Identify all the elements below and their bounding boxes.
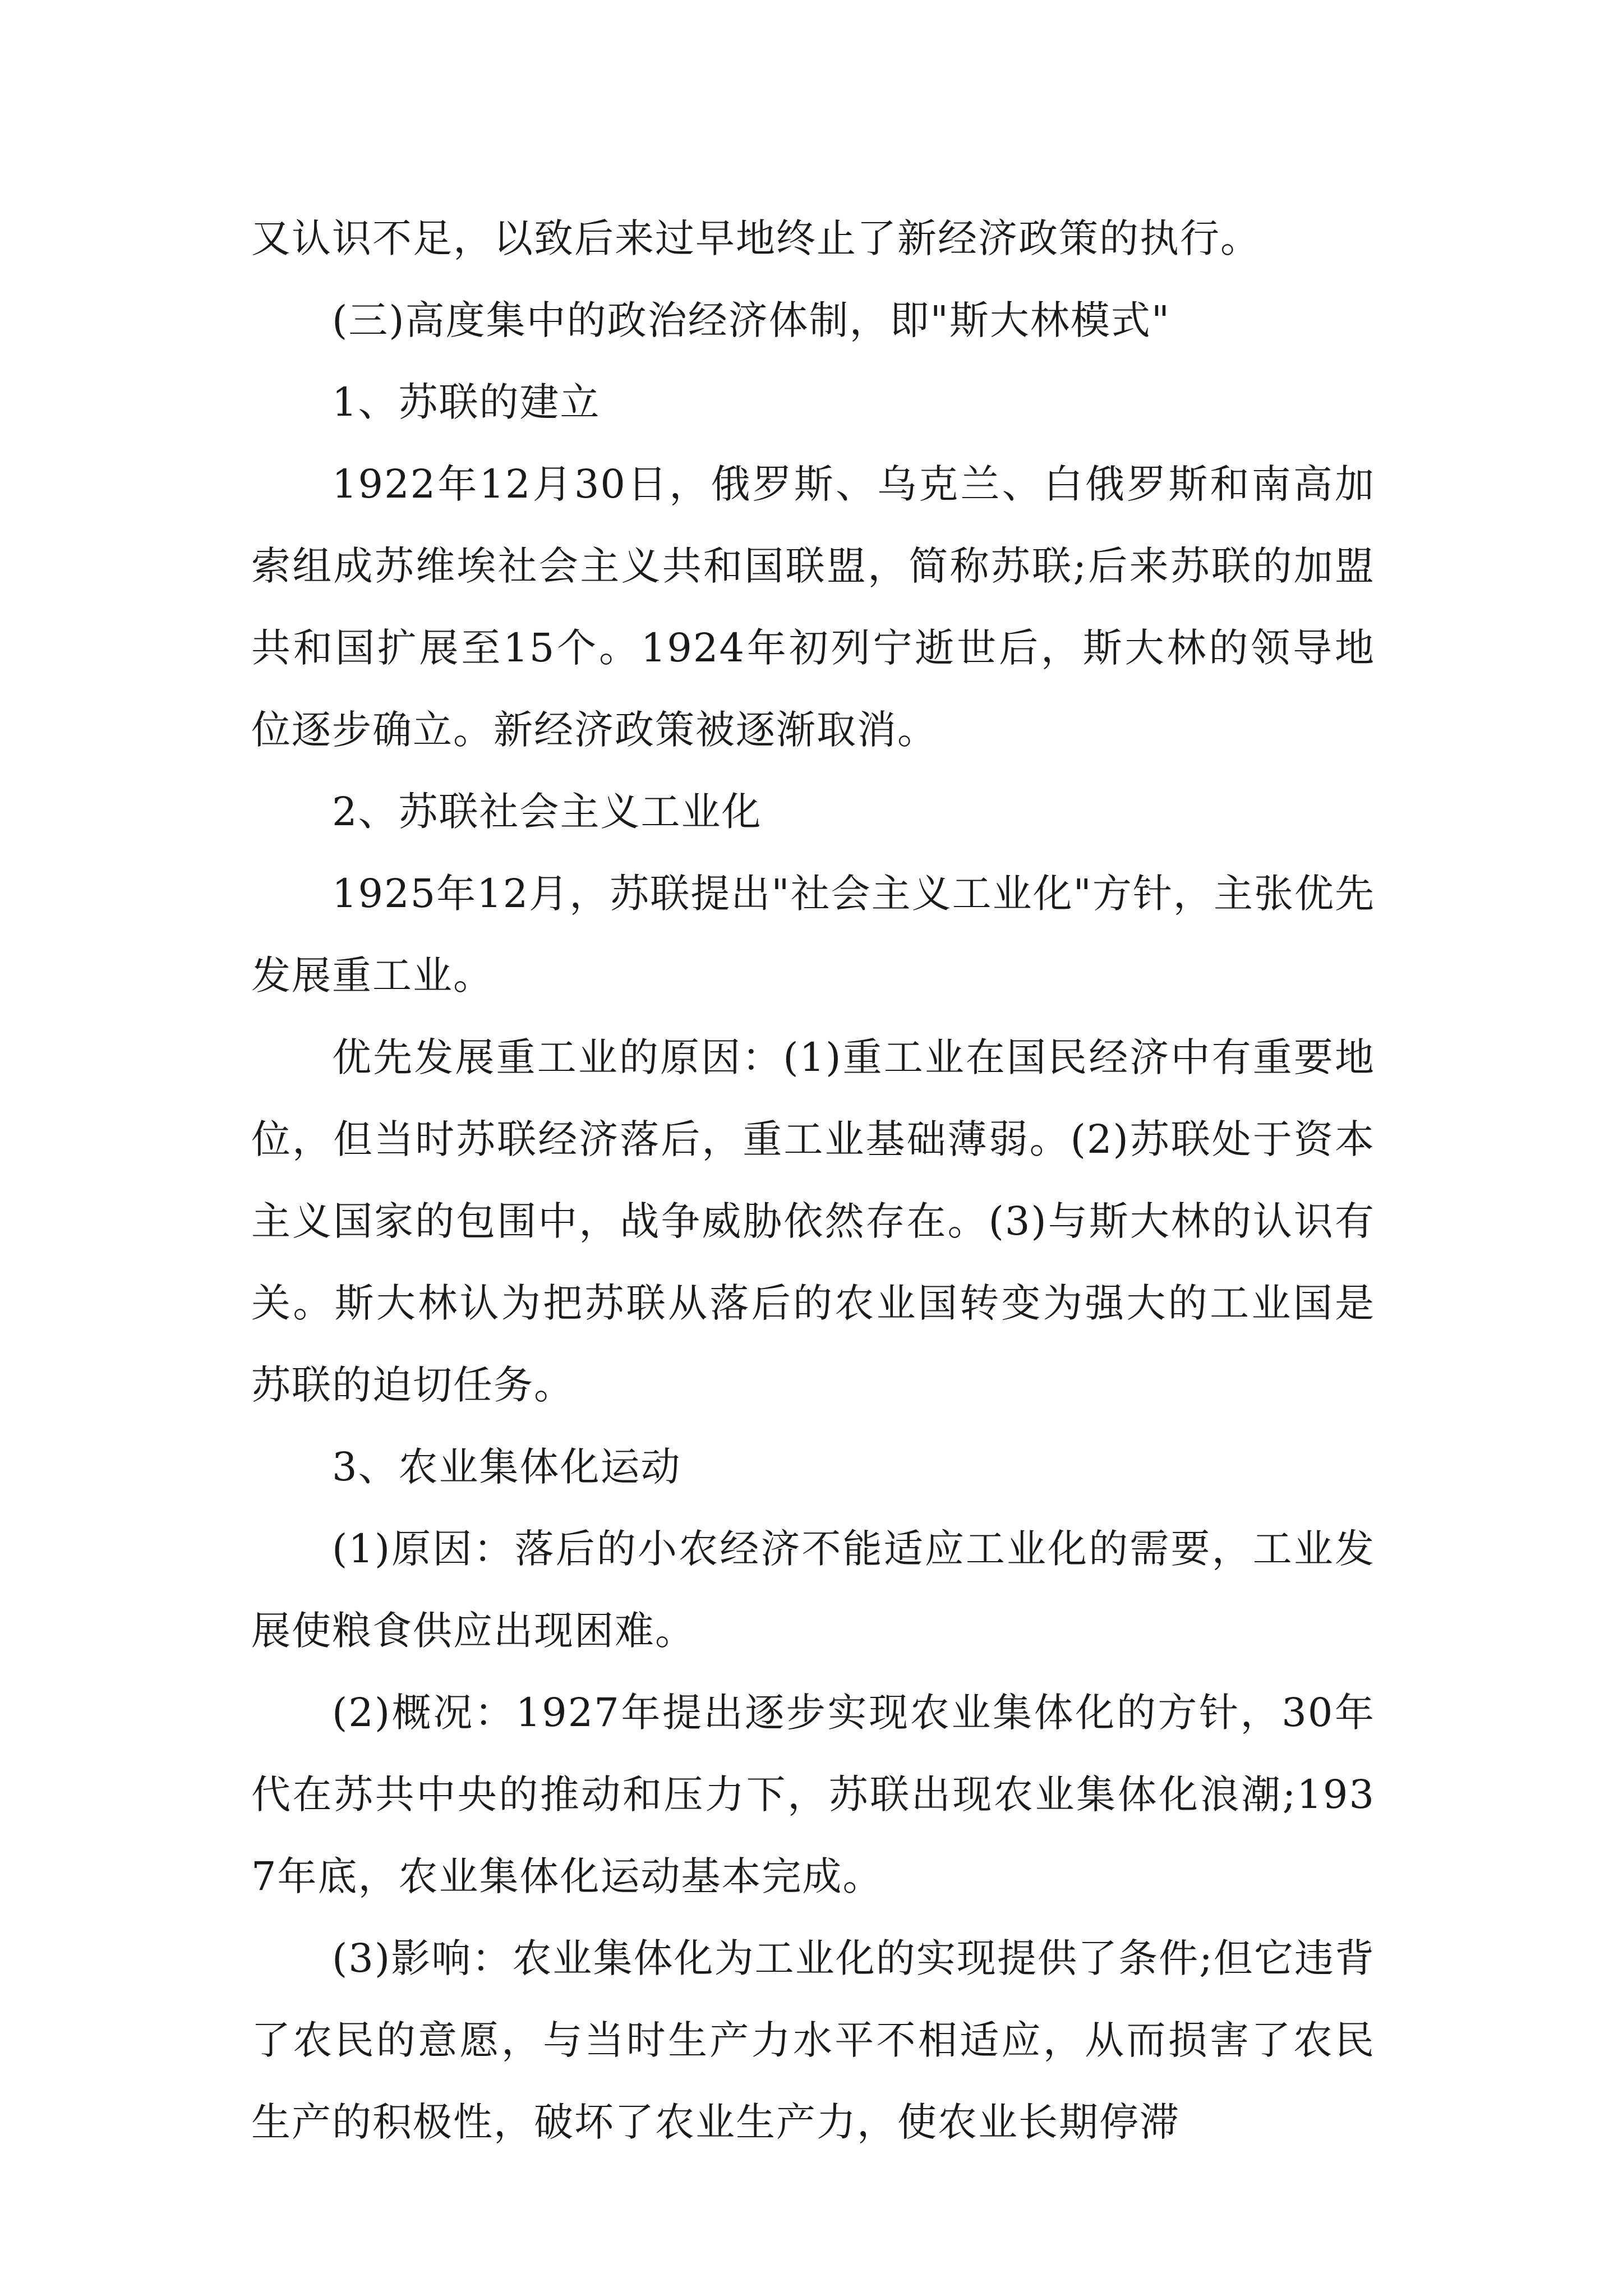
subsection-heading: 3、农业集体化运动 [332,1444,681,1490]
section-heading: (三)高度集中的政治经济体制，即"斯大林模式" [332,297,1171,343]
paragraph: (1)原因：落后的小农经济不能适应工业化的需要，工业发展使粮食供应出现困难。 [251,1526,1375,1654]
paragraph: 1922年12月30日，俄罗斯、乌克兰、白俄罗斯和南高加索组成苏维埃社会主义共和国联盟，简称苏联;后来苏联的加盟共和国扩展至15个。1924年初列宁逝世后，斯大林的领导地位逐步确立。新经济政策被逐渐取消。 [251,461,1375,753]
paragraph: 优先发展重工业的原因：(1)重工业在国民经济中有重要地位，但当时苏联经济落后，重工业基础薄弱。(2)苏联处于资本主义国家的包围中，战争威胁依然存在。(3)与斯大林的认识有关。斯大林认为把苏联从落后的农业国转变为强大的工业国是苏联的迫切任务。 [251,1034,1375,1408]
paragraph: (3)影响：农业集体化为工业化的实现提供了条件;但它违背了农民的意愿，与当时生产力水平不相适应，从而损害了农民生产的积极性，破坏了农业生产力，使农业长期停滞 [251,1935,1375,2145]
subsection-heading: 2、苏联社会主义工业化 [332,789,762,835]
subsection-heading: 1、苏联的建立 [332,379,601,425]
paragraph: 又认识不足，以致后来过早地终止了新经济政策的执行。 [251,215,1261,261]
document-body [251,197,1375,2163]
paragraph: 1925年12月，苏联提出"社会主义工业化"方针，主张优先发展重工业。 [251,871,1375,999]
paragraph: (2)概况：1927年提出逐步实现农业集体化的方针，30年代在苏共中央的推动和压力下，苏联出现农业集体化浪潮;1937年底，农业集体化运动基本完成。 [251,1690,1375,1899]
